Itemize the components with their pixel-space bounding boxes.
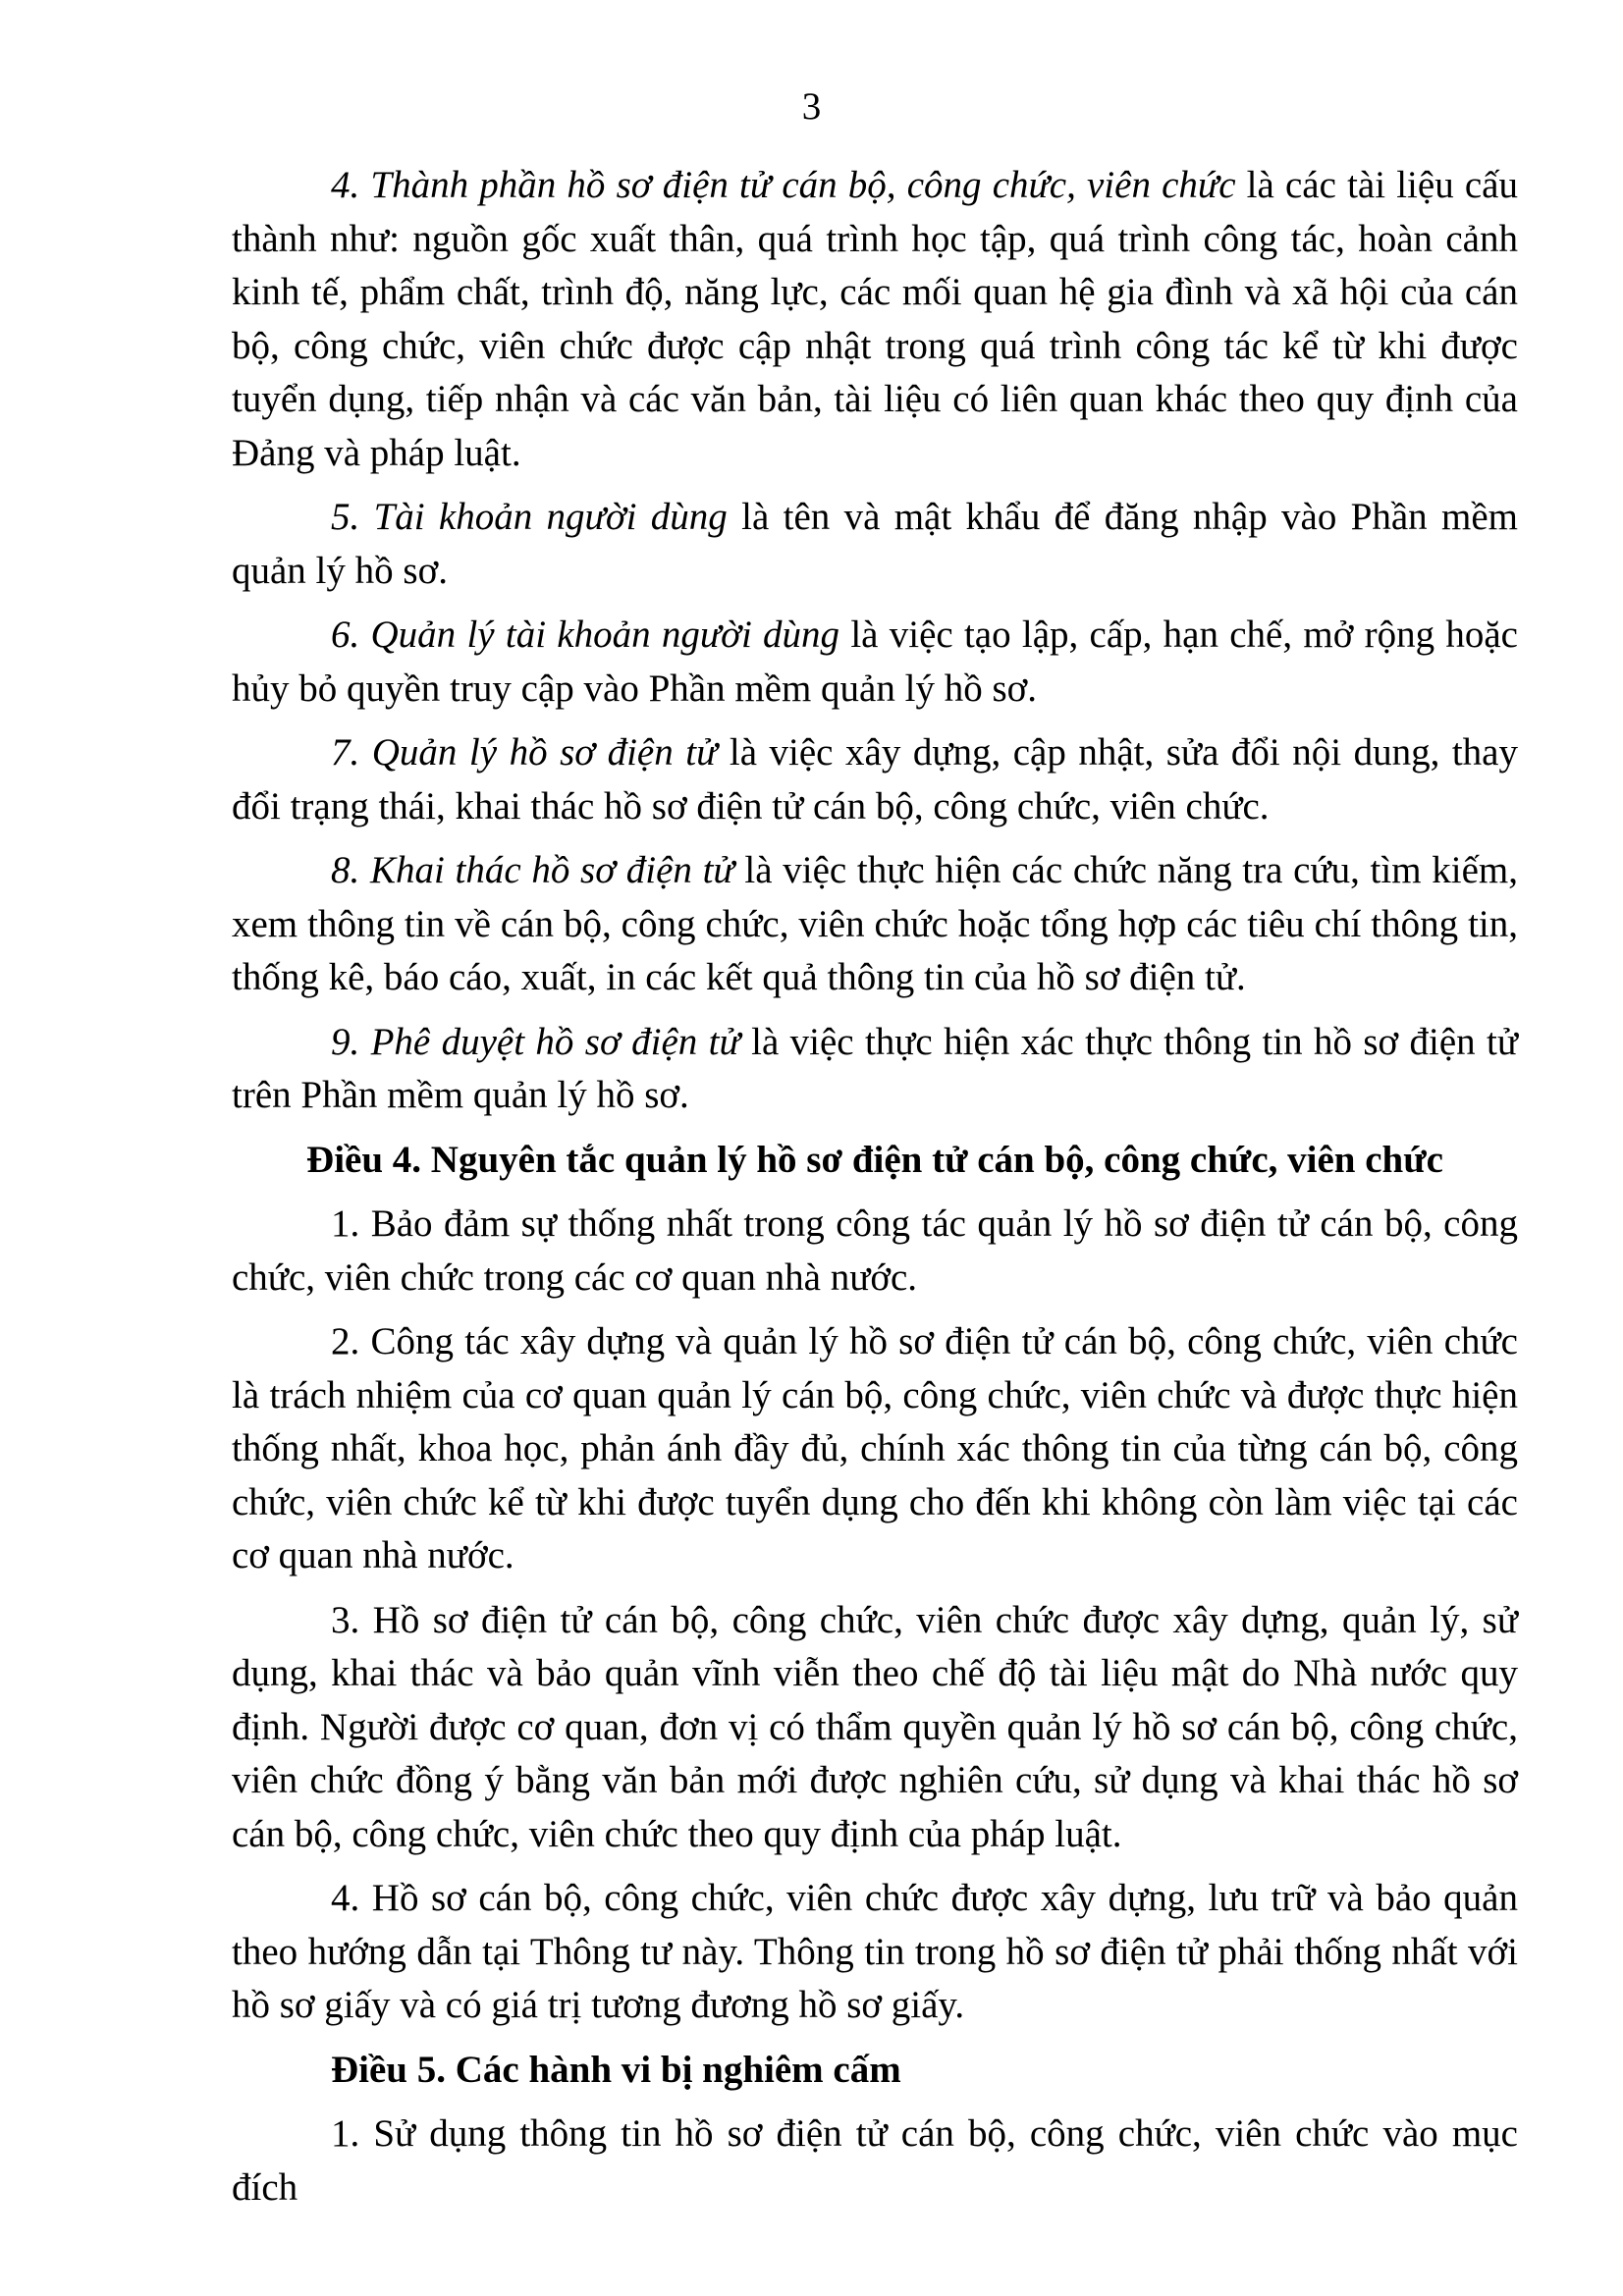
document-body: [232, 159, 1518, 2225]
definitions-section: [232, 159, 1518, 1123]
definition-term: 7. Quản lý hồ sơ điện tử: [331, 731, 718, 774]
definition-term: 8. Khai thác hồ sơ điện tử: [331, 849, 734, 891]
definition-term: 5. Tài khoản người dùng: [331, 496, 728, 538]
page-number: 3: [801, 85, 822, 128]
article-5-heading: Điều 5. Các hành vi bị nghiêm cấm: [331, 2048, 901, 2091]
definition-body: là việc tạo lập, cấp, hạn chế, mở rộng hoặc hủy bỏ quyền truy cập vào Phần mềm quản lý hồ sơ.: [232, 614, 1518, 710]
article-4-section: [232, 1134, 1518, 2033]
definition-item-9: [232, 1016, 1518, 1123]
article-4-heading: Điều 4. Nguyên tắc quản lý hồ sơ điện tử cán bộ, công chức, viên chức: [306, 1138, 1443, 1181]
article-4-clause-2: 2. Công tác xây dựng và quản lý hồ sơ điện tử cán bộ, công chức, viên chức là trách nhiệm của cơ quan quản lý cán bộ, công chức, viên chức và được thực hiện thống nhất, khoa học, phản ánh đầy đủ, chính xác thông tin của từng cán bộ, công chức, viên chức kể từ khi được tuyển dụng cho đến khi không còn làm việc tại các cơ quan nhà nước.: [232, 1320, 1518, 1576]
definition-term: 4. Thành phần hồ sơ điện tử cán bộ, công chức, viên chức: [331, 164, 1236, 206]
definition-item-8: [232, 844, 1518, 1005]
article-4-clause-1: 1. Bảo đảm sự thống nhất trong công tác quản lý hồ sơ điện tử cán bộ, công chức, viên chức trong các cơ quan nhà nước.: [232, 1202, 1518, 1299]
definition-term: 6. Quản lý tài khoản người dùng: [331, 614, 840, 656]
article-4-clause-3: 3. Hồ sơ điện tử cán bộ, công chức, viên chức được xây dựng, quản lý, sử dụng, khai thác và bảo quản vĩnh viễn theo chế độ tài liệu mật do Nhà nước quy định. Người được cơ quan, đơn vị có thẩm quyền quản lý hồ sơ cán bộ, công chức, viên chức đồng ý bằng văn bản mới được nghiên cứu, sử dụng và khai thác hồ sơ cán bộ, công chức, viên chức theo quy định của pháp luật.: [232, 1598, 1518, 1855]
definition-term: 9. Phê duyệt hồ sơ điện tử: [331, 1020, 740, 1063]
definition-item-4: [232, 159, 1518, 480]
definition-body: là các tài liệu cấu thành như: nguồn gốc xuất thân, quá trình học tập, quá trình công tác, hoàn cảnh kinh tế, phẩm chất, trình độ, năng lực, các mối quan hệ gia đình và xã hội của cán bộ, công chức, viên chức được cập nhật trong quá trình công tác kể từ khi được tuyển dụng, tiếp nhận và các văn bản, tài liệu có liên quan khác theo quy định của Đảng và pháp luật.: [232, 164, 1518, 474]
definition-body: là tên và mật khẩu để đăng nhập vào Phần mềm quản lý hồ sơ.: [232, 496, 1518, 592]
definition-body: là việc thực hiện các chức năng tra cứu, tìm kiếm, xem thông tin về cán bộ, công chức, viên chức hoặc tổng hợp các tiêu chí thông tin, thống kê, báo cáo, xuất, in các kết quả thông tin của hồ sơ điện tử.: [232, 849, 1518, 998]
article-5-section: [232, 2044, 1518, 2216]
definition-item-7: [232, 726, 1518, 833]
article-5-clause-1: 1. Sử dụng thông tin hồ sơ điện tử cán bộ, công chức, viên chức vào mục đích: [232, 2112, 1518, 2209]
definition-body: là việc thực hiện xác thực thông tin hồ sơ điện tử trên Phần mềm quản lý hồ sơ.: [232, 1020, 1518, 1116]
definition-item-5: [232, 491, 1518, 598]
article-4-clause-4: 4. Hồ sơ cán bộ, công chức, viên chức được xây dựng, lưu trữ và bảo quản theo hướng dẫn tại Thông tư này. Thông tin trong hồ sơ điện tử phải thống nhất với hồ sơ giấy và có giá trị tương đương hồ sơ giấy.: [232, 1877, 1518, 2026]
definition-item-6: [232, 609, 1518, 716]
definition-body: là việc xây dựng, cập nhật, sửa đổi nội dung, thay đổi trạng thái, khai thác hồ sơ điện tử cán bộ, công chức, viên chức.: [232, 731, 1518, 828]
